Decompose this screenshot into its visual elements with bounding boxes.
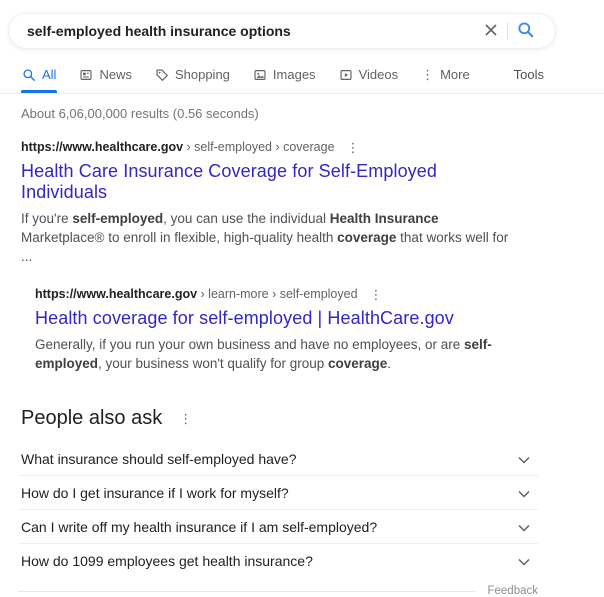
images-icon [253,68,267,82]
search-icon [516,20,535,42]
more-dots-icon: ⋮ [421,66,435,82]
search-result-1 [21,140,526,266]
result-options-icon[interactable]: ⋮ [369,286,383,302]
result-snippet: If you're self-employed, you can use the individual Health Insurance Marketplace® to enroll in flexible, high-quality health coverage that works well for ... [21,211,509,264]
tab-label: Videos [358,67,399,82]
chevron-down-icon [518,485,530,501]
shopping-tag-icon [155,68,169,82]
people-also-ask-list [18,442,538,578]
question-text: How do 1099 employees get health insurance? [21,553,313,569]
result-title-link[interactable]: Health Care Insurance Coverage for Self-Employed Individuals [21,161,438,202]
feedback-divider [18,591,476,592]
feedback-link[interactable]: Feedback [487,585,538,597]
result-url-path: › self-employed › coverage [183,140,335,154]
chevron-down-icon [518,553,530,569]
news-icon [79,68,93,82]
search-button[interactable] [508,14,543,48]
search-icon [22,68,36,82]
search-result-2 [35,287,527,373]
tab-shopping[interactable] [155,67,230,93]
result-options-icon[interactable]: ⋮ [346,139,360,155]
question-text: How do I get insurance if I work for myself? [21,484,289,501]
tab-label: More [440,67,470,82]
feedback-row [18,585,538,597]
paa-options-icon[interactable]: ⋮ [179,411,193,426]
result-url-path: › learn-more › self-employed [197,287,358,301]
paa-question-2[interactable] [18,476,538,510]
close-icon [483,22,499,41]
paa-question-3[interactable] [18,510,538,544]
clear-search-button[interactable] [475,14,507,48]
tab-all[interactable] [22,67,56,93]
search-input[interactable] [27,23,475,39]
breadcrumb [21,140,526,154]
tabs-divider [0,93,604,94]
chevron-down-icon [518,519,530,535]
tab-more[interactable] [421,67,470,93]
tab-label: News [99,67,132,82]
paa-question-1[interactable] [18,442,538,476]
question-text: Can I write off my health insurance if I am self-employed? [21,518,378,535]
result-snippet: Generally, if you run your own business and have no employees, or are self-employed, your business won't qualify for group coverage. [35,337,492,371]
videos-icon [339,68,353,82]
paa-question-4[interactable] [18,544,538,578]
chevron-down-icon [518,451,530,467]
result-title-link[interactable]: Health coverage for self-employed | HealthCare.gov [35,308,454,328]
tab-videos[interactable] [339,67,399,93]
tab-images[interactable] [253,67,316,93]
tab-label: Images [272,67,316,82]
tab-label: Shopping [174,67,230,82]
result-url-domain[interactable]: https://www.healthcare.gov [35,287,198,301]
tools-button[interactable]: Tools [513,67,544,82]
question-text: What insurance should self-employed have? [21,450,297,467]
people-also-ask-header [21,407,604,430]
result-tabs [0,49,604,93]
breadcrumb [35,287,527,301]
result-stats: About 6,06,00,000 results (0.56 seconds) [21,106,259,121]
tab-news[interactable] [79,67,132,93]
people-also-ask-title: People also ask [21,407,163,429]
search-bar [8,13,556,49]
tab-label: All [42,67,57,82]
result-url-domain[interactable]: https://www.healthcare.gov [21,140,184,154]
